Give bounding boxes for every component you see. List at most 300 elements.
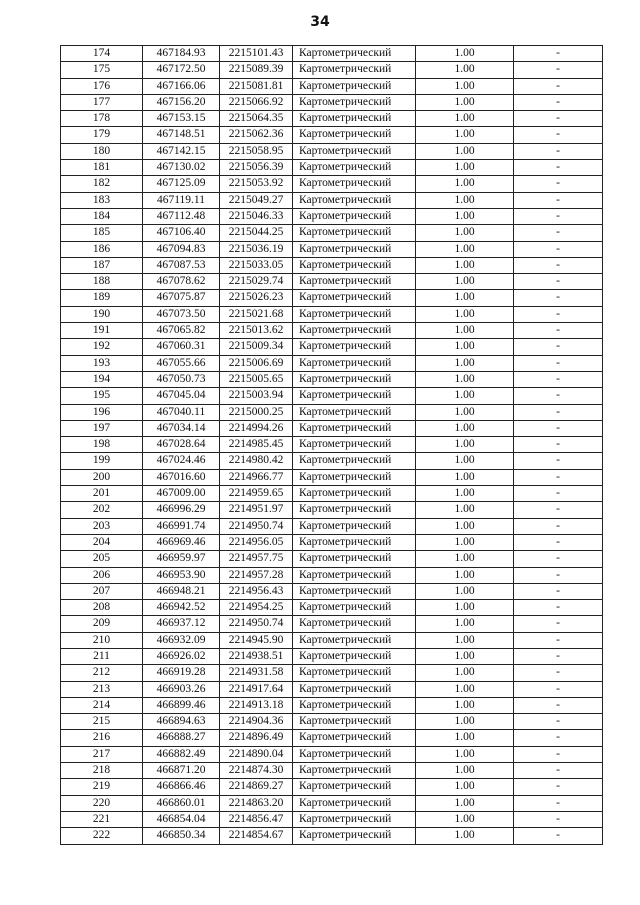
y-coordinate-cell: 2215101.43: [220, 46, 293, 62]
note-cell: -: [514, 648, 603, 664]
note-cell: -: [514, 46, 603, 62]
note-cell: -: [514, 486, 603, 502]
table-row: [61, 600, 603, 616]
y-coordinate-cell: 2215066.92: [220, 94, 293, 110]
note-cell: -: [514, 746, 603, 762]
x-coordinate-cell: 466991.74: [143, 518, 220, 534]
point-number-cell: 218: [61, 763, 143, 779]
table-row: [61, 323, 603, 339]
table-row: [61, 388, 603, 404]
y-coordinate-cell: 2214957.28: [220, 567, 293, 583]
y-coordinate-cell: 2215033.05: [220, 257, 293, 273]
y-coordinate-cell: 2214904.36: [220, 714, 293, 730]
accuracy-cell: 1.00: [416, 127, 514, 143]
y-coordinate-cell: 2214954.25: [220, 600, 293, 616]
method-cell: Картометрический: [293, 583, 416, 599]
note-cell: -: [514, 355, 603, 371]
accuracy-cell: 1.00: [416, 306, 514, 322]
point-number-cell: 182: [61, 176, 143, 192]
accuracy-cell: 1.00: [416, 78, 514, 94]
accuracy-cell: 1.00: [416, 404, 514, 420]
point-number-cell: 188: [61, 274, 143, 290]
x-coordinate-cell: 467153.15: [143, 111, 220, 127]
table-row: [61, 648, 603, 664]
table-row: [61, 355, 603, 371]
method-cell: Картометрический: [293, 62, 416, 78]
y-coordinate-cell: 2214966.77: [220, 469, 293, 485]
point-number-cell: 195: [61, 388, 143, 404]
note-cell: -: [514, 600, 603, 616]
note-cell: -: [514, 632, 603, 648]
point-number-cell: 181: [61, 160, 143, 176]
method-cell: Картометрический: [293, 192, 416, 208]
x-coordinate-cell: 466953.90: [143, 567, 220, 583]
point-number-cell: 217: [61, 746, 143, 762]
method-cell: Картометрический: [293, 811, 416, 827]
accuracy-cell: 1.00: [416, 290, 514, 306]
x-coordinate-cell: 467050.73: [143, 371, 220, 387]
x-coordinate-cell: 467087.53: [143, 257, 220, 273]
point-number-cell: 180: [61, 143, 143, 159]
method-cell: Картометрический: [293, 143, 416, 159]
y-coordinate-cell: 2215056.39: [220, 160, 293, 176]
table-row: [61, 502, 603, 518]
x-coordinate-cell: 467009.00: [143, 486, 220, 502]
method-cell: Картометрический: [293, 355, 416, 371]
accuracy-cell: 1.00: [416, 583, 514, 599]
note-cell: -: [514, 111, 603, 127]
y-coordinate-cell: 2214956.43: [220, 583, 293, 599]
y-coordinate-cell: 2215064.35: [220, 111, 293, 127]
note-cell: -: [514, 763, 603, 779]
x-coordinate-cell: 466860.01: [143, 795, 220, 811]
x-coordinate-cell: 467060.31: [143, 339, 220, 355]
method-cell: Картометрический: [293, 632, 416, 648]
point-number-cell: 206: [61, 567, 143, 583]
x-coordinate-cell: 466932.09: [143, 632, 220, 648]
x-coordinate-cell: 467040.11: [143, 404, 220, 420]
note-cell: -: [514, 567, 603, 583]
method-cell: Картометрический: [293, 274, 416, 290]
y-coordinate-cell: 2215026.23: [220, 290, 293, 306]
x-coordinate-cell: 466899.46: [143, 697, 220, 713]
y-coordinate-cell: 2214994.26: [220, 420, 293, 436]
y-coordinate-cell: 2215005.65: [220, 371, 293, 387]
y-coordinate-cell: 2215044.25: [220, 225, 293, 241]
x-coordinate-cell: 466850.34: [143, 828, 220, 844]
y-coordinate-cell: 2215062.36: [220, 127, 293, 143]
x-coordinate-cell: 466926.02: [143, 648, 220, 664]
accuracy-cell: 1.00: [416, 665, 514, 681]
point-number-cell: 216: [61, 730, 143, 746]
x-coordinate-cell: 467055.66: [143, 355, 220, 371]
y-coordinate-cell: 2214856.47: [220, 811, 293, 827]
table-row: [61, 111, 603, 127]
x-coordinate-cell: 467148.51: [143, 127, 220, 143]
table-row: [61, 665, 603, 681]
accuracy-cell: 1.00: [416, 502, 514, 518]
method-cell: Картометрический: [293, 339, 416, 355]
table-row: [61, 257, 603, 273]
note-cell: -: [514, 306, 603, 322]
y-coordinate-cell: 2214913.18: [220, 697, 293, 713]
method-cell: Картометрический: [293, 714, 416, 730]
x-coordinate-cell: 467112.48: [143, 208, 220, 224]
table-row: [61, 404, 603, 420]
accuracy-cell: 1.00: [416, 355, 514, 371]
method-cell: Картометрический: [293, 111, 416, 127]
note-cell: -: [514, 176, 603, 192]
accuracy-cell: 1.00: [416, 274, 514, 290]
method-cell: Картометрический: [293, 600, 416, 616]
y-coordinate-cell: 2214950.74: [220, 616, 293, 632]
x-coordinate-cell: 466969.46: [143, 534, 220, 550]
accuracy-cell: 1.00: [416, 469, 514, 485]
accuracy-cell: 1.00: [416, 388, 514, 404]
note-cell: -: [514, 518, 603, 534]
table-row: [61, 518, 603, 534]
y-coordinate-cell: 2214869.27: [220, 779, 293, 795]
x-coordinate-cell: 466948.21: [143, 583, 220, 599]
y-coordinate-cell: 2214931.58: [220, 665, 293, 681]
x-coordinate-cell: 467142.15: [143, 143, 220, 159]
note-cell: -: [514, 62, 603, 78]
accuracy-cell: 1.00: [416, 616, 514, 632]
note-cell: -: [514, 551, 603, 567]
y-coordinate-cell: 2214945.90: [220, 632, 293, 648]
y-coordinate-cell: 2215036.19: [220, 241, 293, 257]
point-number-cell: 183: [61, 192, 143, 208]
table-row: [61, 714, 603, 730]
x-coordinate-cell: 466866.46: [143, 779, 220, 795]
note-cell: -: [514, 453, 603, 469]
y-coordinate-cell: 2215009.34: [220, 339, 293, 355]
table-row: [61, 534, 603, 550]
x-coordinate-cell: 467024.46: [143, 453, 220, 469]
note-cell: -: [514, 127, 603, 143]
method-cell: Картометрический: [293, 257, 416, 273]
note-cell: -: [514, 404, 603, 420]
accuracy-cell: 1.00: [416, 811, 514, 827]
accuracy-cell: 1.00: [416, 453, 514, 469]
accuracy-cell: 1.00: [416, 730, 514, 746]
table-row: [61, 681, 603, 697]
method-cell: Картометрический: [293, 779, 416, 795]
y-coordinate-cell: 2215089.39: [220, 62, 293, 78]
x-coordinate-cell: 466882.49: [143, 746, 220, 762]
note-cell: -: [514, 714, 603, 730]
point-number-cell: 194: [61, 371, 143, 387]
point-number-cell: 209: [61, 616, 143, 632]
y-coordinate-cell: 2214980.42: [220, 453, 293, 469]
table-row: [61, 127, 603, 143]
method-cell: Картометрический: [293, 486, 416, 502]
point-number-cell: 193: [61, 355, 143, 371]
point-number-cell: 203: [61, 518, 143, 534]
note-cell: -: [514, 616, 603, 632]
table-row: [61, 763, 603, 779]
x-coordinate-cell: 467119.11: [143, 192, 220, 208]
method-cell: Картометрический: [293, 648, 416, 664]
x-coordinate-cell: 467184.93: [143, 46, 220, 62]
accuracy-cell: 1.00: [416, 339, 514, 355]
accuracy-cell: 1.00: [416, 420, 514, 436]
point-number-cell: 175: [61, 62, 143, 78]
y-coordinate-cell: 2214863.20: [220, 795, 293, 811]
accuracy-cell: 1.00: [416, 208, 514, 224]
method-cell: Картометрический: [293, 323, 416, 339]
accuracy-cell: 1.00: [416, 323, 514, 339]
table-row: [61, 339, 603, 355]
note-cell: -: [514, 78, 603, 94]
table-row: [61, 730, 603, 746]
x-coordinate-cell: 467078.62: [143, 274, 220, 290]
table-row: [61, 420, 603, 436]
x-coordinate-cell: 467073.50: [143, 306, 220, 322]
table-row: [61, 811, 603, 827]
table-row: [61, 746, 603, 762]
point-number-cell: 221: [61, 811, 143, 827]
accuracy-cell: 1.00: [416, 551, 514, 567]
point-number-cell: 210: [61, 632, 143, 648]
table-row: [61, 208, 603, 224]
method-cell: Картометрический: [293, 437, 416, 453]
accuracy-cell: 1.00: [416, 160, 514, 176]
note-cell: -: [514, 241, 603, 257]
accuracy-cell: 1.00: [416, 225, 514, 241]
point-number-cell: 191: [61, 323, 143, 339]
note-cell: -: [514, 583, 603, 599]
coordinates-table: [60, 45, 603, 845]
accuracy-cell: 1.00: [416, 746, 514, 762]
method-cell: Картометрический: [293, 176, 416, 192]
x-coordinate-cell: 467130.02: [143, 160, 220, 176]
point-number-cell: 207: [61, 583, 143, 599]
table-row: [61, 437, 603, 453]
method-cell: Картометрический: [293, 388, 416, 404]
accuracy-cell: 1.00: [416, 111, 514, 127]
accuracy-cell: 1.00: [416, 763, 514, 779]
point-number-cell: 186: [61, 241, 143, 257]
y-coordinate-cell: 2215021.68: [220, 306, 293, 322]
point-number-cell: 176: [61, 78, 143, 94]
x-coordinate-cell: 466937.12: [143, 616, 220, 632]
point-number-cell: 215: [61, 714, 143, 730]
x-coordinate-cell: 467016.60: [143, 469, 220, 485]
accuracy-cell: 1.00: [416, 714, 514, 730]
note-cell: -: [514, 420, 603, 436]
accuracy-cell: 1.00: [416, 697, 514, 713]
y-coordinate-cell: 2215003.94: [220, 388, 293, 404]
point-number-cell: 179: [61, 127, 143, 143]
y-coordinate-cell: 2215013.62: [220, 323, 293, 339]
table-row: [61, 306, 603, 322]
point-number-cell: 174: [61, 46, 143, 62]
y-coordinate-cell: 2214959.65: [220, 486, 293, 502]
accuracy-cell: 1.00: [416, 192, 514, 208]
note-cell: -: [514, 290, 603, 306]
method-cell: Картометрический: [293, 208, 416, 224]
method-cell: Картометрический: [293, 730, 416, 746]
point-number-cell: 214: [61, 697, 143, 713]
table-row: [61, 176, 603, 192]
method-cell: Картометрический: [293, 46, 416, 62]
method-cell: Картометрический: [293, 469, 416, 485]
method-cell: Картометрический: [293, 665, 416, 681]
point-number-cell: 222: [61, 828, 143, 844]
method-cell: Картометрический: [293, 534, 416, 550]
y-coordinate-cell: 2214917.64: [220, 681, 293, 697]
note-cell: -: [514, 192, 603, 208]
table-row: [61, 225, 603, 241]
point-number-cell: 198: [61, 437, 143, 453]
accuracy-cell: 1.00: [416, 518, 514, 534]
x-coordinate-cell: 467166.06: [143, 78, 220, 94]
point-number-cell: 189: [61, 290, 143, 306]
y-coordinate-cell: 2215081.81: [220, 78, 293, 94]
table-row: [61, 551, 603, 567]
accuracy-cell: 1.00: [416, 371, 514, 387]
y-coordinate-cell: 2215046.33: [220, 208, 293, 224]
x-coordinate-cell: 467045.04: [143, 388, 220, 404]
accuracy-cell: 1.00: [416, 437, 514, 453]
method-cell: Картометрический: [293, 828, 416, 844]
page-number: 34: [310, 14, 330, 30]
accuracy-cell: 1.00: [416, 648, 514, 664]
accuracy-cell: 1.00: [416, 600, 514, 616]
note-cell: -: [514, 828, 603, 844]
table-row: [61, 192, 603, 208]
table-row: [61, 567, 603, 583]
note-cell: -: [514, 371, 603, 387]
point-number-cell: 202: [61, 502, 143, 518]
note-cell: -: [514, 502, 603, 518]
table-row: [61, 453, 603, 469]
note-cell: -: [514, 665, 603, 681]
point-number-cell: 211: [61, 648, 143, 664]
point-number-cell: 213: [61, 681, 143, 697]
table-row: [61, 46, 603, 62]
y-coordinate-cell: 2214985.45: [220, 437, 293, 453]
method-cell: Картометрический: [293, 453, 416, 469]
method-cell: Картометрический: [293, 518, 416, 534]
table-row: [61, 632, 603, 648]
point-number-cell: 197: [61, 420, 143, 436]
table-row: [61, 274, 603, 290]
table-row: [61, 371, 603, 387]
point-number-cell: 201: [61, 486, 143, 502]
accuracy-cell: 1.00: [416, 681, 514, 697]
x-coordinate-cell: 467065.82: [143, 323, 220, 339]
y-coordinate-cell: 2215058.95: [220, 143, 293, 159]
accuracy-cell: 1.00: [416, 176, 514, 192]
x-coordinate-cell: 466888.27: [143, 730, 220, 746]
y-coordinate-cell: 2214951.97: [220, 502, 293, 518]
note-cell: -: [514, 208, 603, 224]
table-row: [61, 583, 603, 599]
note-cell: -: [514, 437, 603, 453]
point-number-cell: 187: [61, 257, 143, 273]
y-coordinate-cell: 2215006.69: [220, 355, 293, 371]
y-coordinate-cell: 2215000.25: [220, 404, 293, 420]
note-cell: -: [514, 795, 603, 811]
method-cell: Картометрический: [293, 567, 416, 583]
note-cell: -: [514, 730, 603, 746]
y-coordinate-cell: 2215053.92: [220, 176, 293, 192]
accuracy-cell: 1.00: [416, 46, 514, 62]
y-coordinate-cell: 2214896.49: [220, 730, 293, 746]
x-coordinate-cell: 467125.09: [143, 176, 220, 192]
table-row: [61, 616, 603, 632]
accuracy-cell: 1.00: [416, 632, 514, 648]
x-coordinate-cell: 467034.14: [143, 420, 220, 436]
table-row: [61, 160, 603, 176]
method-cell: Картометрический: [293, 160, 416, 176]
y-coordinate-cell: 2214938.51: [220, 648, 293, 664]
method-cell: Картометрический: [293, 795, 416, 811]
table-row: [61, 241, 603, 257]
accuracy-cell: 1.00: [416, 94, 514, 110]
note-cell: -: [514, 323, 603, 339]
x-coordinate-cell: 467156.20: [143, 94, 220, 110]
x-coordinate-cell: 467075.87: [143, 290, 220, 306]
accuracy-cell: 1.00: [416, 534, 514, 550]
method-cell: Картометрический: [293, 225, 416, 241]
point-number-cell: 208: [61, 600, 143, 616]
note-cell: -: [514, 143, 603, 159]
note-cell: -: [514, 779, 603, 795]
method-cell: Картометрический: [293, 404, 416, 420]
y-coordinate-cell: 2214890.04: [220, 746, 293, 762]
x-coordinate-cell: 466959.97: [143, 551, 220, 567]
point-number-cell: 199: [61, 453, 143, 469]
point-number-cell: 184: [61, 208, 143, 224]
note-cell: -: [514, 681, 603, 697]
point-number-cell: 177: [61, 94, 143, 110]
accuracy-cell: 1.00: [416, 241, 514, 257]
x-coordinate-cell: 467172.50: [143, 62, 220, 78]
x-coordinate-cell: 466854.04: [143, 811, 220, 827]
y-coordinate-cell: 2214854.67: [220, 828, 293, 844]
method-cell: Картометрический: [293, 681, 416, 697]
x-coordinate-cell: 466903.26: [143, 681, 220, 697]
x-coordinate-cell: 466942.52: [143, 600, 220, 616]
point-number-cell: 219: [61, 779, 143, 795]
accuracy-cell: 1.00: [416, 486, 514, 502]
method-cell: Картометрический: [293, 616, 416, 632]
method-cell: Картометрический: [293, 306, 416, 322]
table-row: [61, 486, 603, 502]
x-coordinate-cell: 467094.83: [143, 241, 220, 257]
method-cell: Картометрический: [293, 763, 416, 779]
accuracy-cell: 1.00: [416, 828, 514, 844]
note-cell: -: [514, 160, 603, 176]
accuracy-cell: 1.00: [416, 143, 514, 159]
method-cell: Картометрический: [293, 78, 416, 94]
table-row: [61, 828, 603, 844]
method-cell: Картометрический: [293, 551, 416, 567]
note-cell: -: [514, 534, 603, 550]
x-coordinate-cell: 466894.63: [143, 714, 220, 730]
y-coordinate-cell: 2215049.27: [220, 192, 293, 208]
table-row: [61, 62, 603, 78]
point-number-cell: 196: [61, 404, 143, 420]
method-cell: Картометрический: [293, 371, 416, 387]
point-number-cell: 192: [61, 339, 143, 355]
note-cell: -: [514, 94, 603, 110]
method-cell: Картометрический: [293, 241, 416, 257]
point-number-cell: 190: [61, 306, 143, 322]
